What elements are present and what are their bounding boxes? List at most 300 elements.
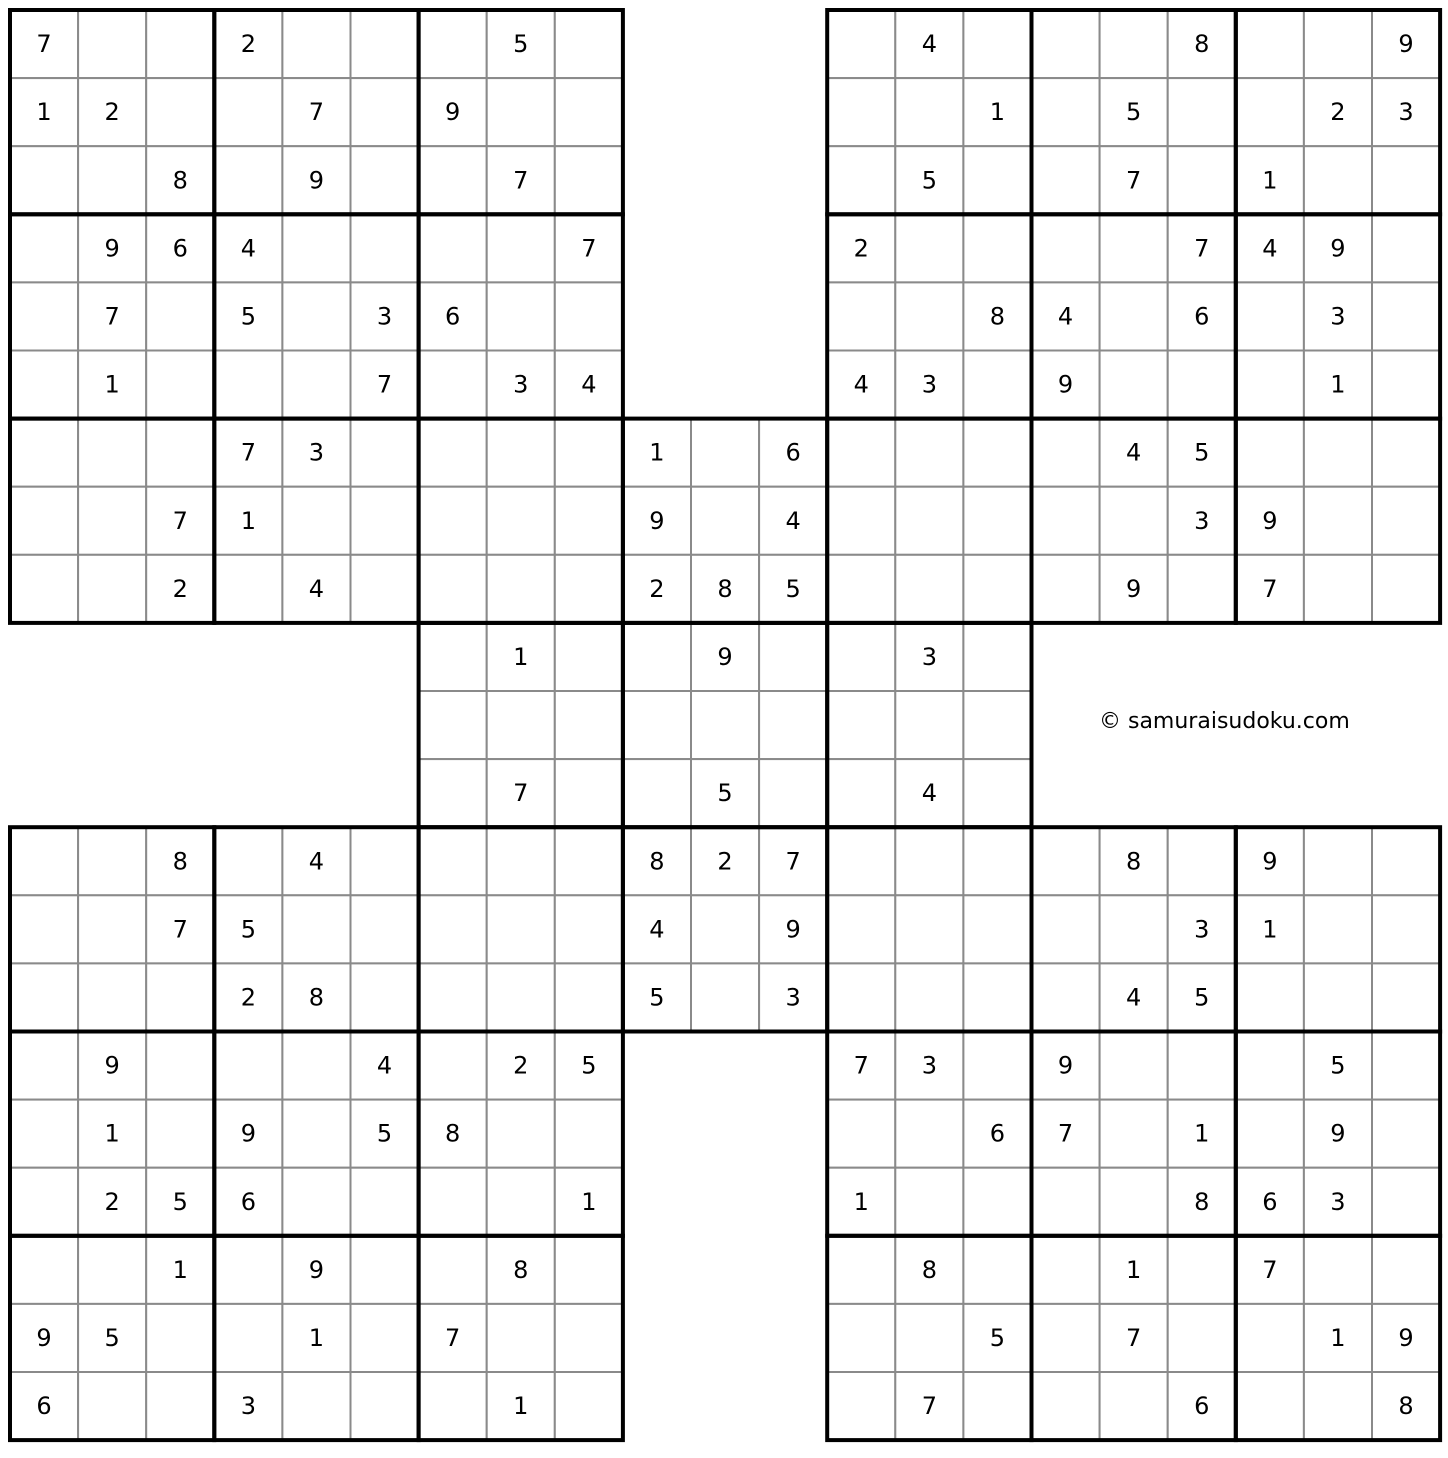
sudoku-cell[interactable] — [1032, 146, 1100, 214]
sudoku-cell[interactable] — [10, 419, 78, 487]
given-digit: 3 — [513, 370, 529, 399]
sudoku-cell[interactable] — [487, 487, 555, 555]
given-digit: 1 — [853, 1187, 869, 1216]
sudoku-cell[interactable] — [1032, 10, 1100, 78]
sudoku-cell[interactable] — [282, 1168, 350, 1236]
sudoku-cell[interactable] — [691, 419, 759, 487]
sudoku-cell[interactable] — [827, 1304, 895, 1372]
sudoku-cell[interactable] — [351, 1304, 419, 1372]
sudoku-cell[interactable] — [351, 963, 419, 1031]
sudoku-cell[interactable] — [691, 963, 759, 1031]
given-digit: 1 — [1194, 1119, 1210, 1148]
given-digit: 6 — [240, 1187, 256, 1216]
sudoku-cell[interactable] — [1168, 351, 1236, 419]
given-digit: 5 — [1194, 438, 1210, 467]
sudoku-cell[interactable] — [487, 691, 555, 759]
sudoku-cell[interactable] — [555, 487, 623, 555]
sudoku-cell[interactable] — [963, 555, 1031, 623]
sudoku-cell[interactable] — [487, 1304, 555, 1372]
given-digit: 4 — [581, 370, 597, 399]
sudoku-cell[interactable] — [895, 555, 963, 623]
given-digit: 1 — [513, 642, 529, 671]
sudoku-cell[interactable] — [1032, 555, 1100, 623]
sudoku-cell[interactable] — [1236, 419, 1304, 487]
sudoku-cell[interactable] — [1032, 419, 1100, 487]
sudoku-cell[interactable] — [1168, 1304, 1236, 1372]
sudoku-cell[interactable] — [1032, 78, 1100, 146]
given-digit: 9 — [717, 642, 733, 671]
sudoku-cell[interactable] — [419, 487, 487, 555]
given-digit: 7 — [1126, 166, 1142, 195]
sudoku-cell[interactable] — [555, 827, 623, 895]
sudoku-cell[interactable] — [419, 146, 487, 214]
sudoku-cell[interactable] — [419, 827, 487, 895]
given-digit: 2 — [853, 234, 869, 263]
copyright-credit: © samuraisudoku.com — [1099, 709, 1350, 734]
sudoku-cell[interactable] — [963, 623, 1031, 691]
sudoku-cell[interactable] — [827, 1100, 895, 1168]
sudoku-cell[interactable] — [282, 487, 350, 555]
sudoku-cell[interactable] — [1100, 282, 1168, 350]
sudoku-cell[interactable] — [214, 1304, 282, 1372]
sudoku-cell[interactable] — [351, 419, 419, 487]
sudoku-cell[interactable] — [1372, 282, 1440, 350]
sudoku-cell[interactable] — [963, 827, 1031, 895]
sudoku-cell[interactable] — [1236, 1304, 1304, 1372]
sudoku-cell[interactable] — [827, 827, 895, 895]
sudoku-cell[interactable] — [1372, 827, 1440, 895]
sudoku-cell[interactable] — [419, 623, 487, 691]
sudoku-cell[interactable] — [1372, 1032, 1440, 1100]
sudoku-cell[interactable] — [419, 1032, 487, 1100]
sudoku-cell[interactable] — [1236, 1032, 1304, 1100]
sudoku-cell[interactable] — [555, 1304, 623, 1372]
sudoku-cell[interactable] — [1100, 214, 1168, 282]
sudoku-cell[interactable] — [487, 895, 555, 963]
sudoku-cell[interactable] — [419, 1236, 487, 1304]
given-digit: 1 — [1330, 370, 1346, 399]
sudoku-cell[interactable] — [1236, 351, 1304, 419]
sudoku-cell[interactable] — [1372, 1100, 1440, 1168]
sudoku-cell[interactable] — [78, 827, 146, 895]
sudoku-cell[interactable] — [623, 759, 691, 827]
given-digit: 6 — [1194, 1392, 1210, 1421]
sudoku-cell[interactable] — [282, 214, 350, 282]
given-digit: 1 — [1126, 1255, 1142, 1284]
sudoku-cell[interactable] — [895, 827, 963, 895]
sudoku-cell[interactable] — [555, 1236, 623, 1304]
sudoku-cell[interactable] — [419, 1372, 487, 1440]
sudoku-cell[interactable] — [827, 1236, 895, 1304]
sudoku-cell[interactable] — [351, 1168, 419, 1236]
sudoku-cell[interactable] — [214, 351, 282, 419]
sudoku-cell[interactable] — [1372, 146, 1440, 214]
sudoku-cell[interactable] — [623, 691, 691, 759]
sudoku-cell[interactable] — [78, 1236, 146, 1304]
sudoku-cell[interactable] — [963, 963, 1031, 1031]
sudoku-cell[interactable] — [963, 1168, 1031, 1236]
sudoku-cell[interactable] — [10, 963, 78, 1031]
given-digit: 7 — [36, 30, 52, 59]
sudoku-cell[interactable] — [827, 146, 895, 214]
sudoku-cell[interactable] — [10, 214, 78, 282]
sudoku-cell[interactable] — [1304, 487, 1372, 555]
sudoku-cell[interactable] — [1032, 895, 1100, 963]
sudoku-cell[interactable] — [827, 487, 895, 555]
sudoku-cell[interactable] — [827, 78, 895, 146]
sudoku-cell[interactable] — [1236, 963, 1304, 1031]
given-digit: 9 — [1262, 506, 1278, 535]
sudoku-cell[interactable] — [146, 1372, 214, 1440]
given-digit: 4 — [921, 779, 937, 808]
sudoku-cell[interactable] — [1304, 827, 1372, 895]
sudoku-cell[interactable] — [1032, 1372, 1100, 1440]
sudoku-cell[interactable] — [963, 895, 1031, 963]
sudoku-cell[interactable] — [555, 146, 623, 214]
given-digit: 8 — [649, 847, 665, 876]
sudoku-cell[interactable] — [1372, 1168, 1440, 1236]
sudoku-cell[interactable] — [555, 963, 623, 1031]
sudoku-cell[interactable] — [1372, 487, 1440, 555]
sudoku-cell[interactable] — [555, 282, 623, 350]
sudoku-cell[interactable] — [214, 78, 282, 146]
sudoku-cell[interactable] — [1032, 487, 1100, 555]
sudoku-cell[interactable] — [419, 895, 487, 963]
sudoku-cell[interactable] — [1100, 1032, 1168, 1100]
sudoku-cell[interactable] — [419, 351, 487, 419]
sudoku-cell[interactable] — [10, 282, 78, 350]
given-digit: 7 — [785, 847, 801, 876]
given-digit: 7 — [376, 370, 393, 399]
sudoku-cell[interactable] — [10, 351, 78, 419]
sudoku-cell[interactable] — [555, 623, 623, 691]
sudoku-cell[interactable] — [1100, 1372, 1168, 1440]
given-digit: 6 — [36, 1392, 52, 1421]
given-digit: 9 — [104, 1051, 120, 1080]
sudoku-cell[interactable] — [1304, 10, 1372, 78]
given-digit: 1 — [240, 506, 256, 535]
sudoku-cell[interactable] — [419, 1168, 487, 1236]
sudoku-cell[interactable] — [963, 10, 1031, 78]
sudoku-cell[interactable] — [1100, 487, 1168, 555]
sudoku-cell[interactable] — [78, 555, 146, 623]
sudoku-cell[interactable] — [827, 691, 895, 759]
sudoku-cell[interactable] — [1372, 1236, 1440, 1304]
sudoku-cell[interactable] — [827, 282, 895, 350]
sudoku-cell[interactable] — [487, 827, 555, 895]
sudoku-cell[interactable] — [419, 963, 487, 1031]
sudoku-cell[interactable] — [827, 895, 895, 963]
sudoku-cell[interactable] — [691, 691, 759, 759]
sudoku-cell[interactable] — [1304, 963, 1372, 1031]
sudoku-cell[interactable] — [963, 146, 1031, 214]
sudoku-cell[interactable] — [1304, 419, 1372, 487]
sudoku-cell[interactable] — [10, 827, 78, 895]
sudoku-cell[interactable] — [1236, 10, 1304, 78]
sudoku-cell[interactable] — [963, 759, 1031, 827]
given-digit: 3 — [1330, 302, 1346, 331]
sudoku-cell[interactable] — [963, 1372, 1031, 1440]
sudoku-cell[interactable] — [827, 419, 895, 487]
sudoku-cell[interactable] — [419, 691, 487, 759]
sudoku-cell[interactable] — [351, 214, 419, 282]
sudoku-cell[interactable] — [351, 895, 419, 963]
sudoku-cell[interactable] — [146, 419, 214, 487]
sudoku-cell[interactable] — [827, 623, 895, 691]
sudoku-cell[interactable] — [10, 487, 78, 555]
given-digit: 5 — [989, 1323, 1006, 1352]
sudoku-cell[interactable] — [827, 759, 895, 827]
given-digit: 5 — [921, 166, 937, 195]
sudoku-cell[interactable] — [146, 351, 214, 419]
sudoku-cell[interactable] — [895, 282, 963, 350]
sudoku-cell[interactable] — [1100, 1168, 1168, 1236]
sudoku-cell[interactable] — [487, 555, 555, 623]
sudoku-cell[interactable] — [351, 827, 419, 895]
sudoku-cell[interactable] — [146, 1304, 214, 1372]
given-digit: 6 — [172, 234, 188, 263]
sudoku-cell[interactable] — [351, 555, 419, 623]
sudoku-cell[interactable] — [1236, 1100, 1304, 1168]
sudoku-cell[interactable] — [487, 963, 555, 1031]
sudoku-cell[interactable] — [351, 146, 419, 214]
sudoku-cell[interactable] — [419, 10, 487, 78]
sudoku-cell[interactable] — [1168, 146, 1236, 214]
sudoku-cell[interactable] — [1372, 963, 1440, 1031]
sudoku-cell[interactable] — [1304, 1372, 1372, 1440]
given-digit: 7 — [853, 1051, 869, 1080]
sudoku-cell[interactable] — [1032, 827, 1100, 895]
given-digit: 7 — [1126, 1323, 1142, 1352]
given-digit: 7 — [240, 438, 256, 467]
sudoku-cell[interactable] — [759, 623, 827, 691]
sudoku-cell[interactable] — [1100, 10, 1168, 78]
given-digit: 1 — [172, 1255, 188, 1284]
given-digit: 5 — [376, 1119, 393, 1148]
given-digit: 4 — [1057, 302, 1074, 331]
sudoku-cell[interactable] — [1372, 214, 1440, 282]
sudoku-cell[interactable] — [10, 555, 78, 623]
sudoku-cell[interactable] — [827, 963, 895, 1031]
sudoku-cell[interactable] — [963, 351, 1031, 419]
sudoku-cell[interactable] — [487, 282, 555, 350]
sudoku-cell[interactable] — [895, 895, 963, 963]
given-digit: 9 — [240, 1119, 256, 1148]
given-digit: 5 — [172, 1187, 188, 1216]
sudoku-cell[interactable] — [78, 963, 146, 1031]
sudoku-cell[interactable] — [555, 555, 623, 623]
sudoku-cell[interactable] — [1168, 555, 1236, 623]
given-digit: 8 — [172, 166, 188, 195]
given-digit: 7 — [581, 234, 597, 263]
given-digit: 1 — [104, 370, 120, 399]
given-digit: 4 — [1126, 438, 1142, 467]
sudoku-cell[interactable] — [282, 1372, 350, 1440]
sudoku-cell[interactable] — [1372, 351, 1440, 419]
sudoku-cell[interactable] — [78, 895, 146, 963]
given-digit: 4 — [240, 234, 256, 263]
sudoku-cell[interactable] — [1372, 419, 1440, 487]
sudoku-cell[interactable] — [419, 555, 487, 623]
sudoku-cell[interactable] — [759, 691, 827, 759]
sudoku-cell[interactable] — [895, 963, 963, 1031]
given-digit: 3 — [921, 642, 937, 671]
sudoku-cell[interactable] — [1236, 1372, 1304, 1440]
given-digit: 7 — [308, 98, 325, 127]
sudoku-cell[interactable] — [895, 1304, 963, 1372]
sudoku-cell[interactable] — [487, 1100, 555, 1168]
sudoku-cell[interactable] — [419, 214, 487, 282]
sudoku-cell[interactable] — [759, 759, 827, 827]
given-digit: 5 — [785, 574, 801, 603]
given-digit: 8 — [1126, 847, 1142, 876]
sudoku-cell[interactable] — [146, 1100, 214, 1168]
sudoku-cell[interactable] — [555, 419, 623, 487]
sudoku-cell[interactable] — [895, 487, 963, 555]
sudoku-cell[interactable] — [963, 487, 1031, 555]
sudoku-cell[interactable] — [282, 895, 350, 963]
given-digit: 1 — [1262, 166, 1278, 195]
sudoku-cell[interactable] — [1100, 1100, 1168, 1168]
sudoku-cell[interactable] — [78, 1372, 146, 1440]
sudoku-cell[interactable] — [214, 1236, 282, 1304]
given-digit: 8 — [513, 1255, 529, 1284]
sudoku-cell[interactable] — [10, 1032, 78, 1100]
sudoku-cell[interactable] — [1168, 827, 1236, 895]
sudoku-cell[interactable] — [1032, 214, 1100, 282]
given-digit: 3 — [1194, 506, 1210, 535]
sudoku-cell[interactable] — [1100, 895, 1168, 963]
given-digit: 9 — [1398, 30, 1414, 59]
sudoku-cell[interactable] — [1100, 351, 1168, 419]
sudoku-cell[interactable] — [827, 10, 895, 78]
sudoku-cell[interactable] — [282, 1100, 350, 1168]
sudoku-cell[interactable] — [146, 78, 214, 146]
sudoku-cell[interactable] — [351, 78, 419, 146]
given-digit: 9 — [1057, 1051, 1074, 1080]
sudoku-cell[interactable] — [78, 419, 146, 487]
sudoku-cell[interactable] — [351, 10, 419, 78]
sudoku-cell[interactable] — [1304, 146, 1372, 214]
sudoku-cell[interactable] — [487, 1168, 555, 1236]
given-digit: 5 — [240, 915, 256, 944]
sudoku-cell[interactable] — [214, 555, 282, 623]
sudoku-cell[interactable] — [895, 691, 963, 759]
sudoku-cell[interactable] — [555, 10, 623, 78]
sudoku-cell[interactable] — [691, 895, 759, 963]
sudoku-cell[interactable] — [1168, 1236, 1236, 1304]
sudoku-cell[interactable] — [214, 1032, 282, 1100]
given-digit: 5 — [513, 30, 529, 59]
sudoku-cell[interactable] — [487, 78, 555, 146]
sudoku-cell[interactable] — [10, 1236, 78, 1304]
sudoku-cell[interactable] — [963, 1236, 1031, 1304]
sudoku-cell[interactable] — [895, 78, 963, 146]
sudoku-cell[interactable] — [827, 1372, 895, 1440]
sudoku-cell[interactable] — [1236, 78, 1304, 146]
sudoku-cell[interactable] — [351, 1236, 419, 1304]
sudoku-cell[interactable] — [895, 419, 963, 487]
sudoku-cell[interactable] — [1304, 555, 1372, 623]
given-digit: 7 — [513, 166, 529, 195]
sudoku-cell[interactable] — [1236, 282, 1304, 350]
sudoku-cell[interactable] — [1032, 1236, 1100, 1304]
sudoku-cell[interactable] — [895, 214, 963, 282]
sudoku-cell[interactable] — [963, 1032, 1031, 1100]
sudoku-cell[interactable] — [1168, 1032, 1236, 1100]
sudoku-cell[interactable] — [1372, 555, 1440, 623]
sudoku-cell[interactable] — [1168, 78, 1236, 146]
sudoku-cell[interactable] — [487, 419, 555, 487]
sudoku-cell[interactable] — [78, 10, 146, 78]
sudoku-cell[interactable] — [78, 146, 146, 214]
sudoku-cell[interactable] — [555, 895, 623, 963]
sudoku-cell[interactable] — [282, 1032, 350, 1100]
sudoku-cell[interactable] — [146, 963, 214, 1031]
sudoku-cell[interactable] — [1304, 895, 1372, 963]
given-digit: 2 — [649, 574, 665, 603]
given-digit: 9 — [308, 1255, 325, 1284]
sudoku-cell[interactable] — [487, 214, 555, 282]
given-digit: 7 — [1057, 1119, 1074, 1148]
sudoku-cell[interactable] — [1032, 1168, 1100, 1236]
sudoku-cell[interactable] — [282, 10, 350, 78]
sudoku-cell[interactable] — [691, 487, 759, 555]
given-digit: 5 — [649, 983, 665, 1012]
sudoku-cell[interactable] — [282, 351, 350, 419]
sudoku-cell[interactable] — [555, 691, 623, 759]
sudoku-cell[interactable] — [10, 895, 78, 963]
sudoku-cell[interactable] — [963, 419, 1031, 487]
sudoku-cell[interactable] — [78, 487, 146, 555]
sudoku-cell[interactable] — [1032, 1304, 1100, 1372]
sudoku-cell[interactable] — [214, 827, 282, 895]
sudoku-cell[interactable] — [10, 1168, 78, 1236]
sudoku-cell[interactable] — [351, 1372, 419, 1440]
sudoku-cell[interactable] — [555, 1100, 623, 1168]
sudoku-cell[interactable] — [419, 419, 487, 487]
given-digit: 9 — [1126, 574, 1142, 603]
sudoku-cell[interactable] — [282, 282, 350, 350]
sudoku-cell[interactable] — [1032, 963, 1100, 1031]
sudoku-cell[interactable] — [963, 691, 1031, 759]
sudoku-cell[interactable] — [623, 623, 691, 691]
sudoku-cell[interactable] — [419, 759, 487, 827]
given-digit: 4 — [308, 847, 325, 876]
sudoku-cell[interactable] — [146, 282, 214, 350]
sudoku-cell[interactable] — [963, 214, 1031, 282]
given-digit: 4 — [376, 1051, 393, 1080]
sudoku-cell[interactable] — [10, 146, 78, 214]
sudoku-cell[interactable] — [351, 487, 419, 555]
given-digit: 5 — [240, 302, 256, 331]
sudoku-cell[interactable] — [214, 146, 282, 214]
sudoku-cell[interactable] — [827, 555, 895, 623]
given-digit: 3 — [1330, 1187, 1346, 1216]
given-digit: 7 — [1262, 1255, 1278, 1284]
sudoku-cell[interactable] — [895, 1168, 963, 1236]
given-digit: 9 — [1262, 847, 1278, 876]
sudoku-cell[interactable] — [555, 78, 623, 146]
sudoku-cell[interactable] — [555, 759, 623, 827]
sudoku-cell[interactable] — [146, 1032, 214, 1100]
sudoku-cell[interactable] — [555, 1372, 623, 1440]
sudoku-cell[interactable] — [895, 1100, 963, 1168]
sudoku-cell[interactable] — [146, 10, 214, 78]
sudoku-cell[interactable] — [1304, 1236, 1372, 1304]
sudoku-cell[interactable] — [1372, 895, 1440, 963]
sudoku-cell[interactable] — [10, 1100, 78, 1168]
